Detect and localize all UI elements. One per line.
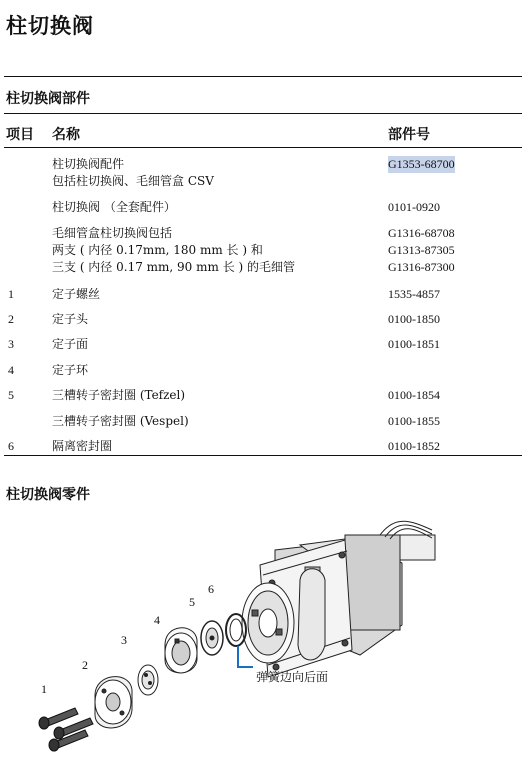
row-name: 包括柱切换阀、毛细管盒 CSV — [52, 174, 214, 188]
row-name: 柱切换阀 （全套配件） — [52, 200, 176, 214]
row-part-number: 0100-1851 — [388, 337, 440, 351]
row-item-number: 2 — [8, 312, 14, 326]
divider — [4, 455, 522, 456]
row-item-number: 6 — [8, 439, 14, 453]
row-part-number: G1353-68700 — [388, 157, 455, 171]
section-title-parts: 柱切换阀部件 — [6, 91, 90, 107]
row-name: 定子螺丝 — [52, 287, 101, 301]
row-part-number: 0101-0920 — [388, 200, 440, 214]
stator-screws — [39, 708, 93, 751]
row-name: 三槽转子密封圈 (Tefzel) — [52, 388, 186, 402]
section-title-drawing: 柱切换阀零件 — [6, 487, 90, 503]
row-part-number: G1316-87300 — [388, 260, 455, 274]
callout-1: 1 — [41, 682, 47, 696]
stator-head — [95, 677, 132, 728]
divider — [4, 113, 522, 114]
callout-3: 3 — [121, 633, 127, 647]
callout-6: 6 — [208, 582, 214, 596]
row-name: 两支 ( 内径 0.17mm, 180 mm 长 ) 和 — [52, 243, 263, 257]
exploded-view-illustration — [0, 505, 527, 776]
divider — [4, 76, 522, 77]
stator-ring — [165, 628, 197, 673]
column-header-name: 名称 — [52, 127, 80, 143]
motor-drive — [242, 521, 435, 677]
header-divider — [4, 147, 522, 148]
row-name: 毛细管盒柱切换阀包括 — [52, 226, 173, 240]
row-item-number: 4 — [8, 363, 14, 377]
column-header-item: 项目 — [6, 127, 34, 143]
stator-face — [138, 665, 158, 695]
rotor-seal — [201, 621, 223, 655]
spring-note: 弹簧边向后面 — [256, 670, 329, 684]
row-part-number: 1535-4857 — [388, 287, 440, 301]
callout-4: 4 — [154, 613, 160, 627]
row-item-number: 5 — [8, 388, 14, 402]
row-item-number: 3 — [8, 337, 14, 351]
row-part-number: 0100-1854 — [388, 388, 440, 402]
row-item-number: 1 — [8, 287, 14, 301]
row-part-number: 0100-1852 — [388, 439, 440, 453]
page-title: 柱切换阀 — [6, 14, 94, 38]
row-name: 三支 ( 内径 0.17 mm, 90 mm 长 ) 的毛细管 — [52, 260, 296, 274]
callout-5: 5 — [189, 595, 195, 609]
row-part-number: G1316-68708 — [388, 226, 455, 240]
row-part-number: 0100-1855 — [388, 414, 440, 428]
row-part-number: 0100-1850 — [388, 312, 440, 326]
row-name: 三槽转子密封圈 (Vespel) — [52, 414, 189, 428]
row-name: 隔离密封圈 — [52, 439, 113, 453]
callout-2: 2 — [82, 658, 88, 672]
row-name: 定子头 — [52, 312, 89, 326]
column-header-part-number: 部件号 — [388, 127, 430, 143]
row-name: 定子面 — [52, 337, 89, 351]
row-part-number: G1313-87305 — [388, 243, 455, 257]
row-name: 定子环 — [52, 363, 89, 377]
row-name: 柱切换阀配件 — [52, 157, 125, 171]
